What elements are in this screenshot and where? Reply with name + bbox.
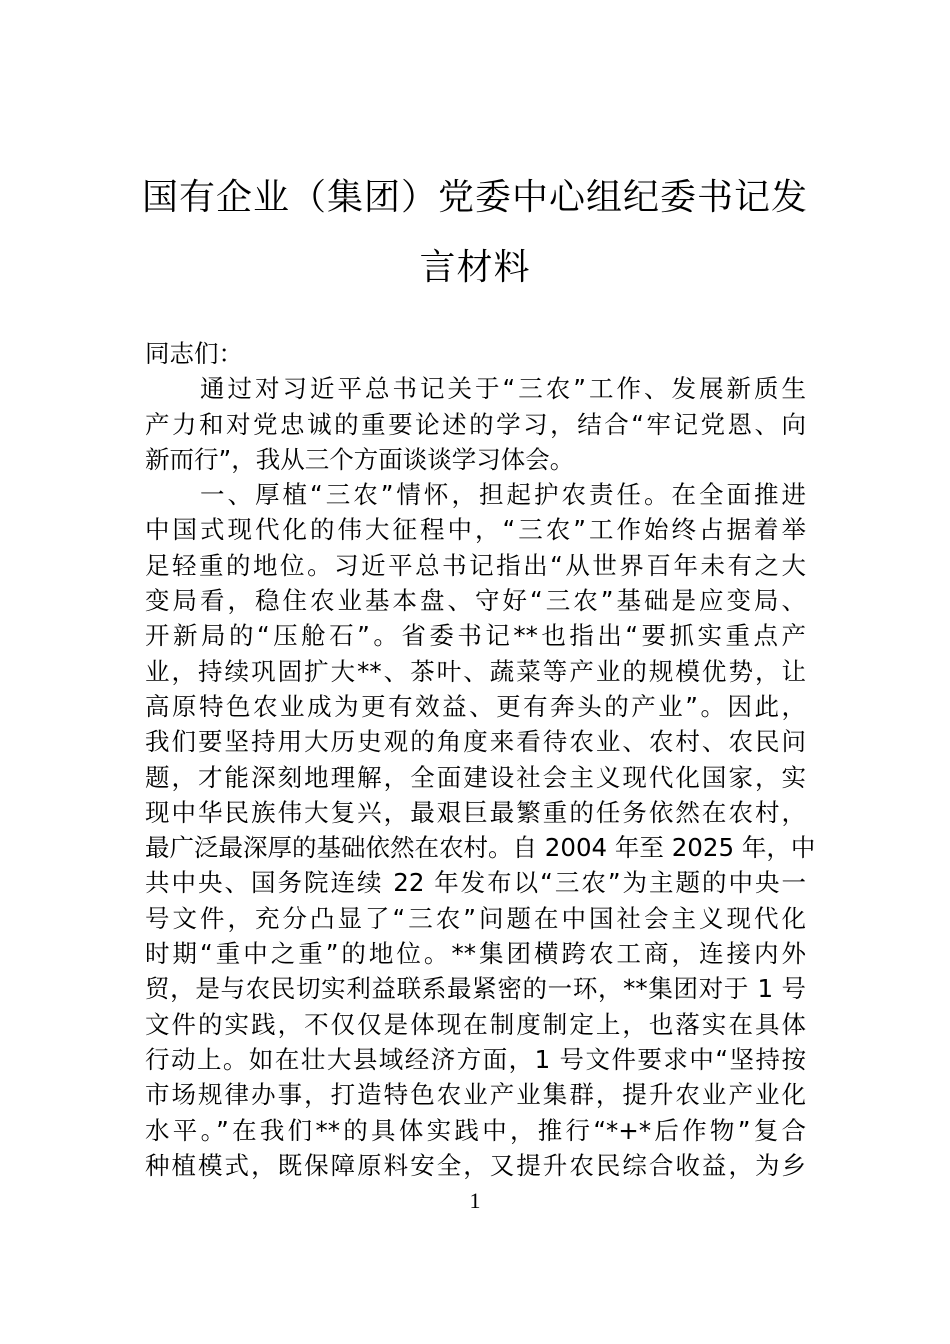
- document-body: [145, 336, 816, 1183]
- section-heading-line: 一、厚植“三农”情怀，担起护农责任。在全面推进: [145, 480, 806, 510]
- body-line: 时期“重中之重”的地位。**集团横跨农工商，连接内外: [145, 939, 806, 969]
- body-line: 种植模式，既保障原料安全，又提升农民综合收益，为乡: [145, 1150, 806, 1180]
- body-line: 业，持续巩固扩大**、茶叶、蔬菜等产业的规模优势，让: [145, 656, 806, 686]
- body-line: 题，才能深刻地理解，全面建设社会主义现代化国家，实: [145, 762, 806, 792]
- body-line: 市场规律办事，打造特色农业产业集群，提升农业产业化: [145, 1080, 806, 1110]
- document-title-line-2: 言材料: [419, 247, 531, 288]
- body-line: 新而行”，我从三个方面谈谈学习体会。: [145, 444, 575, 474]
- body-line: 贸，是与农民切实利益联系最紧密的一环，**集团对于 1 号: [145, 974, 806, 1004]
- document-title-line-1: 国有企业（集团）党委中心组纪委书记发: [141, 177, 808, 218]
- body-line: 行动上。如在壮大县域经济方面，1 号文件要求中“坚持按: [145, 1044, 806, 1074]
- body-line: 通过对习近平总书记关于“三农”工作、发展新质生: [145, 374, 806, 404]
- body-line: 变局看，稳住农业基本盘、守好“三农”基础是应变局、: [145, 586, 806, 616]
- body-line: 足轻重的地位。习近平总书记指出“从世界百年未有之大: [145, 550, 806, 580]
- body-line: 最广泛最深厚的基础依然在农村。自 2004 年至 2025 年，中: [145, 833, 816, 863]
- page-number: 1: [469, 1188, 481, 1213]
- body-line: 文件的实践，不仅仅是体现在制度制定上，也落实在具体: [145, 1009, 806, 1039]
- body-line: 号文件，充分凸显了“三农”问题在中国社会主义现代化: [145, 903, 806, 933]
- body-line: 产力和对党忠诚的重要论述的学习，结合“牢记党恩、向: [145, 409, 806, 439]
- body-line: 高原特色农业成为更有效益、更有奔头的产业”。因此，: [145, 691, 806, 721]
- body-line: 我们要坚持用大历史观的角度来看待农业、农村、农民问: [145, 727, 806, 757]
- salutation: 同志们：: [145, 339, 243, 368]
- body-line: 共中央、国务院连续 22 年发布以“三农”为主题的中央一: [145, 868, 806, 898]
- body-line: 开新局的“压舱石”。省委书记**也指出“要抓实重点产: [145, 621, 806, 651]
- body-line: 中国式现代化的伟大征程中，“三农”工作始终占据着举: [145, 515, 806, 545]
- body-line: 现中华民族伟大复兴，最艰巨最繁重的任务依然在农村，: [145, 797, 806, 827]
- body-line: 水平。”在我们**的具体实践中，推行“*+*后作物”复合: [145, 1115, 806, 1145]
